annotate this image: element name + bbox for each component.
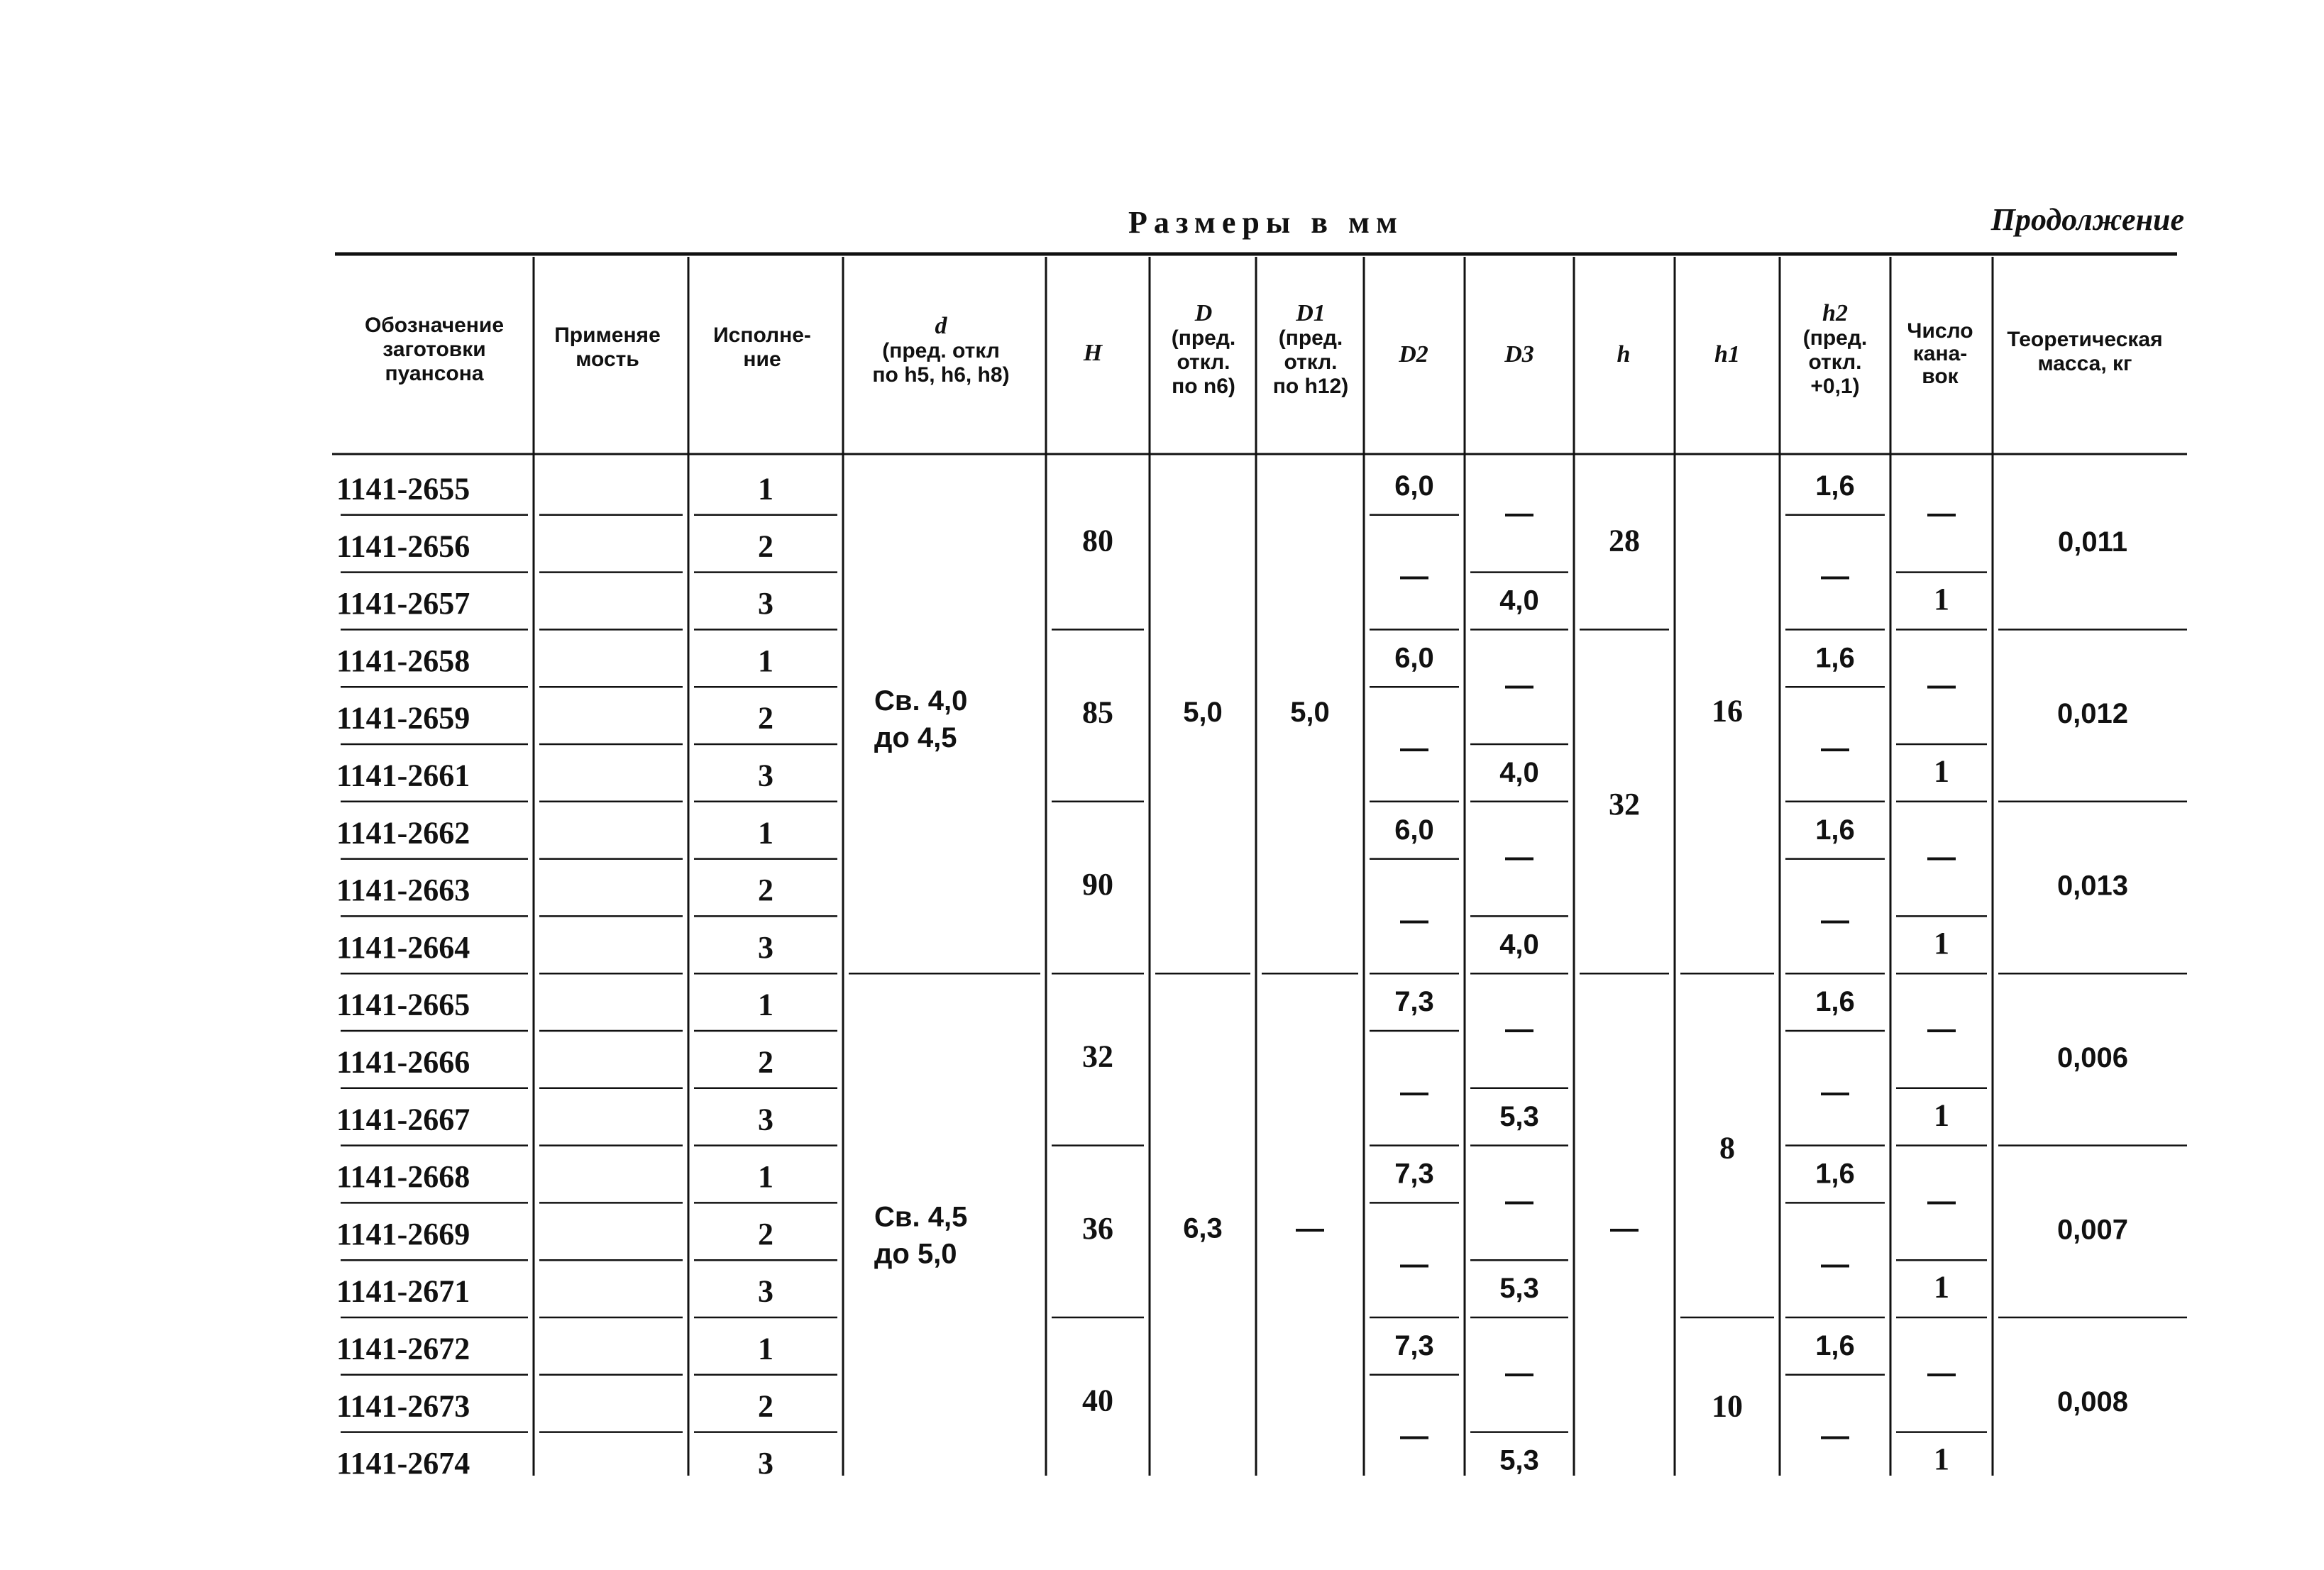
cell-grooves: — bbox=[1927, 1357, 1956, 1389]
cell-version: 3 bbox=[758, 929, 773, 965]
header-d-symbol: d bbox=[935, 313, 947, 339]
cell-mass: 0,011 bbox=[2058, 526, 2127, 558]
header-D1-line2: (пред. bbox=[1278, 326, 1343, 350]
cell-D2: 6,0 bbox=[1394, 470, 1434, 502]
cell-grooves: — bbox=[1927, 497, 1956, 529]
header-mass-line2: масса, кг bbox=[2037, 352, 2132, 375]
cell-version: 2 bbox=[758, 700, 773, 736]
cell-h2: — bbox=[1821, 1420, 1849, 1452]
cell-d-line2: до 5,0 bbox=[874, 1238, 957, 1270]
cell-designation: 1141-2656 bbox=[336, 529, 470, 564]
cell-version: 3 bbox=[758, 1273, 773, 1309]
cell-D3: — bbox=[1505, 1013, 1533, 1045]
cell-D2: 6,0 bbox=[1394, 814, 1434, 846]
cell-h2: — bbox=[1821, 732, 1849, 764]
cell-D3: — bbox=[1505, 1185, 1533, 1217]
cell-D3: 5,3 bbox=[1499, 1444, 1539, 1476]
cell-D3: 4,0 bbox=[1499, 585, 1539, 617]
cell-designation: 1141-2662 bbox=[336, 815, 470, 851]
cell-designation: 1141-2674 bbox=[336, 1446, 470, 1481]
cell-mass: 0,013 bbox=[2056, 870, 2129, 902]
cell-designation: 1141-2661 bbox=[336, 758, 470, 793]
cell-designation: 1141-2668 bbox=[336, 1159, 470, 1195]
cell-d-line1: Св. 4,5 bbox=[874, 1201, 968, 1233]
cell-designation: 1141-2672 bbox=[336, 1331, 470, 1366]
cell-version: 2 bbox=[758, 873, 773, 908]
cell-designation: 1141-2673 bbox=[336, 1388, 470, 1424]
cell-grooves: — bbox=[1927, 1185, 1956, 1217]
cell-h1: 8 bbox=[1719, 1130, 1735, 1166]
header-h: h bbox=[1617, 341, 1631, 367]
header-h2-symbol: h2 bbox=[1822, 300, 1848, 326]
cell-grooves: 1 bbox=[1934, 582, 1949, 617]
cell-h1: 16 bbox=[1712, 693, 1743, 729]
cell-grooves: 1 bbox=[1934, 1098, 1949, 1133]
cell-D2: 7,3 bbox=[1394, 1158, 1434, 1190]
cell-version: 1 bbox=[758, 1331, 773, 1366]
cell-designation: 1141-2667 bbox=[336, 1102, 470, 1137]
header-version-line2: ние bbox=[743, 348, 781, 371]
header-D1-line3: откл. bbox=[1284, 350, 1338, 374]
cell-grooves: 1 bbox=[1934, 1269, 1949, 1305]
cell-mass: 0,007 bbox=[2056, 1214, 2129, 1246]
header-D1-symbol: D1 bbox=[1296, 300, 1326, 326]
header-h1: h1 bbox=[1714, 341, 1740, 367]
cell-D1: — bbox=[1296, 1212, 1324, 1244]
continuation-label: Продолжение bbox=[1990, 202, 2184, 237]
table-header bbox=[365, 300, 2163, 398]
cell-h2: 1,6 bbox=[1815, 642, 1855, 674]
cell-D3: 5,3 bbox=[1499, 1273, 1539, 1305]
header-designation-line2: заготовки bbox=[382, 338, 486, 361]
cell-D3: 5,3 bbox=[1499, 1100, 1539, 1132]
cell-D: 5,0 bbox=[1183, 697, 1223, 729]
cell-D2: — bbox=[1400, 1076, 1428, 1108]
units-caption: Размеры в мм bbox=[1128, 205, 1404, 240]
cell-designation: 1141-2659 bbox=[336, 700, 470, 736]
cell-designation: 1141-2665 bbox=[336, 987, 470, 1022]
cell-designation: 1141-2663 bbox=[336, 873, 470, 908]
cell-h2: — bbox=[1821, 904, 1849, 936]
header-D1-line4: по h12) bbox=[1272, 375, 1349, 398]
header-h2-line2: (пред. bbox=[1802, 326, 1868, 350]
cell-D2: — bbox=[1400, 732, 1428, 764]
cell-version: 2 bbox=[758, 529, 773, 564]
header-mass-line1: Теоретическая bbox=[2007, 328, 2163, 351]
cell-h2: — bbox=[1821, 560, 1849, 592]
cell-grooves: — bbox=[1927, 1013, 1956, 1045]
cell-D3: — bbox=[1505, 669, 1533, 701]
cell-D2: — bbox=[1400, 560, 1428, 592]
header-D-line4: по n6) bbox=[1172, 375, 1235, 398]
cell-h: 28 bbox=[1609, 523, 1640, 558]
cell-grooves: — bbox=[1927, 669, 1956, 701]
header-d-line2: (пред. откл bbox=[882, 339, 1000, 363]
cell-designation: 1141-2664 bbox=[336, 929, 470, 965]
cell-version: 1 bbox=[758, 815, 773, 851]
cell-version: 1 bbox=[758, 987, 773, 1022]
cell-mass: 0,012 bbox=[2056, 698, 2129, 730]
cell-h2: — bbox=[1821, 1248, 1849, 1280]
cell-D2: — bbox=[1400, 1420, 1428, 1452]
table-grid bbox=[332, 254, 2187, 1476]
cell-D2: 7,3 bbox=[1394, 986, 1434, 1018]
cell-grooves: 1 bbox=[1934, 753, 1949, 789]
header-grooves-line1: Число bbox=[1907, 319, 1973, 343]
cell-H: 85 bbox=[1082, 695, 1113, 730]
cell-version: 1 bbox=[758, 1159, 773, 1195]
cell-version: 3 bbox=[758, 586, 773, 621]
cell-h2: — bbox=[1821, 1076, 1849, 1108]
header-h2-line4: +0,1) bbox=[1810, 375, 1860, 398]
cell-D2: 6,0 bbox=[1394, 642, 1434, 674]
header-designation-line1: Обозначение bbox=[364, 314, 505, 337]
cell-designation: 1141-2666 bbox=[336, 1044, 470, 1080]
cell-h2: 1,6 bbox=[1815, 986, 1855, 1018]
cell-D3: 4,0 bbox=[1499, 929, 1539, 961]
cell-d-line1: Св. 4,0 bbox=[874, 685, 968, 717]
cell-d-line2: до 4,5 bbox=[874, 722, 957, 754]
header-D-line3: откл. bbox=[1177, 350, 1230, 374]
cell-h2: 1,6 bbox=[1815, 1329, 1855, 1361]
header-h2-line3: откл. bbox=[1808, 350, 1862, 374]
cell-D3: — bbox=[1505, 841, 1533, 873]
cell-D1: 5,0 bbox=[1290, 697, 1330, 729]
cell-H: 40 bbox=[1082, 1383, 1113, 1418]
header-D2: D2 bbox=[1399, 341, 1428, 367]
cell-version: 2 bbox=[758, 1216, 773, 1251]
cell-H: 80 bbox=[1082, 523, 1113, 558]
cell-mass: 0,008 bbox=[2056, 1386, 2129, 1417]
header-D-line2: (пред. bbox=[1171, 326, 1236, 350]
header-applicability-line2: мость bbox=[576, 348, 639, 371]
cell-designation: 1141-2655 bbox=[336, 471, 470, 507]
header-D-symbol: D bbox=[1194, 300, 1213, 326]
header-applicability-line1: Применяе bbox=[554, 324, 661, 347]
cell-h2: 1,6 bbox=[1815, 814, 1855, 846]
cell-version: 3 bbox=[758, 1446, 773, 1481]
cell-grooves: 1 bbox=[1934, 1442, 1949, 1477]
cell-H: 32 bbox=[1082, 1039, 1113, 1074]
header-grooves-line2: кана- bbox=[1912, 342, 1968, 365]
cell-version: 2 bbox=[758, 1388, 773, 1424]
cell-designation: 1141-2657 bbox=[336, 586, 470, 621]
cell-D3: — bbox=[1505, 1357, 1533, 1389]
cell-h: 32 bbox=[1609, 786, 1640, 822]
cell-grooves: 1 bbox=[1934, 925, 1949, 961]
cell-designation: 1141-2658 bbox=[336, 643, 470, 678]
cell-grooves: — bbox=[1927, 841, 1956, 873]
cell-version: 1 bbox=[758, 643, 773, 678]
header-d-line3: по h5, h6, h8) bbox=[872, 363, 1010, 387]
cell-D2: 7,3 bbox=[1394, 1329, 1434, 1361]
cell-version: 3 bbox=[758, 1102, 773, 1137]
header-D3: D3 bbox=[1504, 341, 1534, 367]
cell-mass: 0,006 bbox=[2056, 1041, 2129, 1073]
cell-D2: — bbox=[1400, 904, 1428, 936]
header-grooves-line3: вок bbox=[1922, 365, 1959, 388]
cell-designation: 1141-2671 bbox=[336, 1273, 470, 1309]
header-version-line1: Исполне- bbox=[713, 324, 811, 347]
cell-version: 1 bbox=[758, 471, 773, 507]
cell-H: 90 bbox=[1082, 867, 1113, 902]
header-H: H bbox=[1083, 340, 1103, 366]
cell-h: — bbox=[1610, 1212, 1639, 1244]
cell-designation: 1141-2669 bbox=[336, 1216, 470, 1251]
cell-D3: — bbox=[1505, 497, 1533, 529]
cell-D: 6,3 bbox=[1183, 1212, 1223, 1244]
table-body bbox=[336, 470, 2128, 1481]
cell-h1: 10 bbox=[1712, 1388, 1743, 1424]
cell-version: 3 bbox=[758, 758, 773, 793]
cell-h2: 1,6 bbox=[1815, 470, 1855, 502]
header-designation-line3: пуансона bbox=[385, 362, 484, 385]
cell-D2: — bbox=[1400, 1248, 1428, 1280]
cell-H: 36 bbox=[1082, 1210, 1113, 1246]
cell-version: 2 bbox=[758, 1044, 773, 1080]
cell-h2: 1,6 bbox=[1815, 1158, 1855, 1190]
cell-D3: 4,0 bbox=[1499, 756, 1539, 788]
